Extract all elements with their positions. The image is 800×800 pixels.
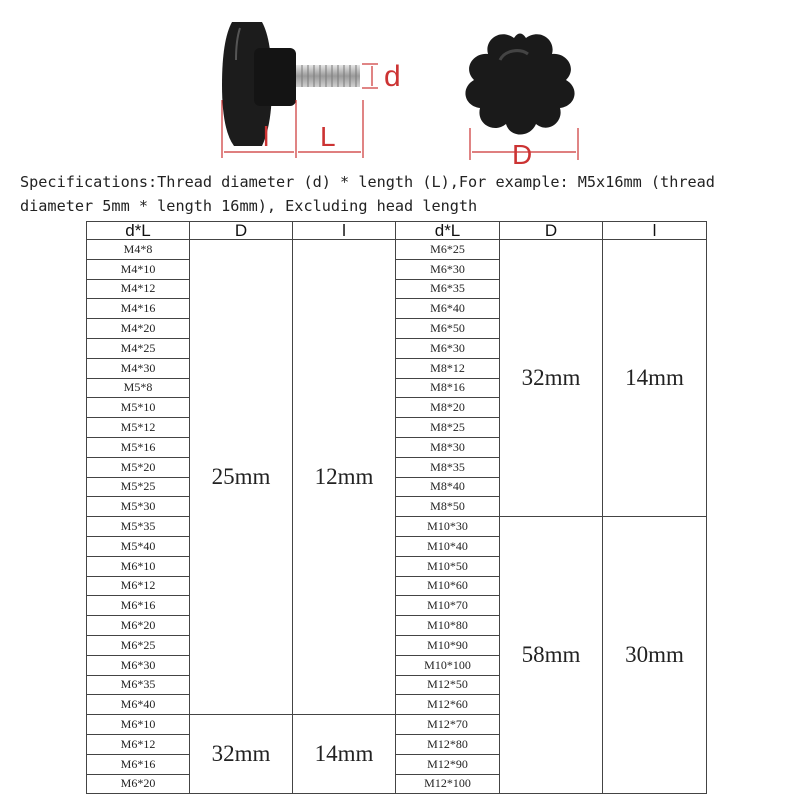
header-l-right: l bbox=[603, 222, 707, 240]
right-size-code: M10*40 bbox=[396, 536, 500, 556]
left-size-code: M6*40 bbox=[87, 695, 190, 715]
label-d: d bbox=[384, 60, 401, 93]
header-l-left: l bbox=[293, 222, 396, 240]
left-size-code: M6*25 bbox=[87, 635, 190, 655]
right-size-code: M10*30 bbox=[396, 517, 500, 537]
right-size-code: M8*50 bbox=[396, 497, 500, 517]
right-size-code: M8*40 bbox=[396, 477, 500, 497]
left-size-code: M4*30 bbox=[87, 358, 190, 378]
header-D-left: D bbox=[190, 222, 293, 240]
right-size-code: M10*100 bbox=[396, 655, 500, 675]
right-size-code: M12*80 bbox=[396, 734, 500, 754]
right-size-code: M8*16 bbox=[396, 378, 500, 398]
left-size-code: M6*20 bbox=[87, 774, 190, 794]
header-D-right: D bbox=[500, 222, 603, 240]
right-size-code: M8*25 bbox=[396, 418, 500, 438]
right-size-code: M6*30 bbox=[396, 259, 500, 279]
right-size-code: M12*60 bbox=[396, 695, 500, 715]
label-L: L bbox=[320, 121, 336, 152]
header-dl-right: d*L bbox=[396, 222, 500, 240]
left-size-code: M6*12 bbox=[87, 734, 190, 754]
left-size-code: M4*8 bbox=[87, 240, 190, 260]
size-table bbox=[86, 221, 707, 794]
right-size-code: M8*30 bbox=[396, 437, 500, 457]
right-size-code: M8*12 bbox=[396, 358, 500, 378]
specification-text: Specifications:Thread diameter (d) * length (L),For example: M5x16mm (thread diameter 5mm * length 16mm), Excluding head length bbox=[20, 173, 715, 215]
left-size-code: M5*35 bbox=[87, 517, 190, 537]
left-size-code: M4*20 bbox=[87, 319, 190, 339]
left-size-code: M5*25 bbox=[87, 477, 190, 497]
right-size-code: M10*90 bbox=[396, 635, 500, 655]
left-size-code: M6*12 bbox=[87, 576, 190, 596]
table-row bbox=[87, 240, 707, 260]
left-knob-diameter: 25mm bbox=[190, 240, 293, 715]
right-knob-diameter: 58mm bbox=[500, 517, 603, 794]
table-body bbox=[87, 240, 707, 794]
right-size-code: M12*100 bbox=[396, 774, 500, 794]
left-knob-diameter: 32mm bbox=[190, 715, 293, 794]
left-size-code: M6*16 bbox=[87, 596, 190, 616]
right-knob-diameter: 32mm bbox=[500, 240, 603, 517]
left-head-length: 12mm bbox=[293, 240, 396, 715]
table-row bbox=[87, 517, 707, 537]
right-size-code: M12*90 bbox=[396, 754, 500, 774]
right-size-code: M6*50 bbox=[396, 319, 500, 339]
right-head-length: 14mm bbox=[603, 240, 707, 517]
left-size-code: M4*16 bbox=[87, 299, 190, 319]
label-D: D bbox=[512, 139, 533, 170]
right-size-code: M12*50 bbox=[396, 675, 500, 695]
left-size-code: M5*20 bbox=[87, 457, 190, 477]
right-size-code: M6*35 bbox=[396, 279, 500, 299]
left-size-code: M5*40 bbox=[87, 536, 190, 556]
header-dl-left: d*L bbox=[87, 222, 190, 240]
left-size-code: M4*10 bbox=[87, 259, 190, 279]
knob-top-view bbox=[465, 34, 574, 135]
left-size-code: M5*10 bbox=[87, 398, 190, 418]
right-size-code: M8*20 bbox=[396, 398, 500, 418]
right-size-code: M8*35 bbox=[396, 457, 500, 477]
right-size-code: M6*25 bbox=[396, 240, 500, 260]
left-size-code: M6*10 bbox=[87, 556, 190, 576]
left-head-length: 14mm bbox=[293, 715, 396, 794]
label-l: l bbox=[263, 121, 270, 152]
left-size-code: M4*12 bbox=[87, 279, 190, 299]
left-size-code: M6*16 bbox=[87, 754, 190, 774]
left-size-code: M5*8 bbox=[87, 378, 190, 398]
left-size-code: M5*16 bbox=[87, 437, 190, 457]
left-size-code: M5*12 bbox=[87, 418, 190, 438]
right-size-code: M10*80 bbox=[396, 616, 500, 636]
table-header-row bbox=[87, 222, 707, 240]
right-size-code: M6*40 bbox=[396, 299, 500, 319]
left-size-code: M6*20 bbox=[87, 616, 190, 636]
left-size-code: M6*10 bbox=[87, 715, 190, 735]
left-size-code: M4*25 bbox=[87, 338, 190, 358]
right-size-code: M12*70 bbox=[396, 715, 500, 735]
knob-diagram bbox=[0, 0, 800, 170]
right-size-code: M10*50 bbox=[396, 556, 500, 576]
left-size-code: M6*35 bbox=[87, 675, 190, 695]
right-size-code: M10*70 bbox=[396, 596, 500, 616]
right-size-code: M6*30 bbox=[396, 338, 500, 358]
knob-side-view bbox=[222, 22, 360, 146]
right-size-code: M10*60 bbox=[396, 576, 500, 596]
right-head-length: 30mm bbox=[603, 517, 707, 794]
left-size-code: M5*30 bbox=[87, 497, 190, 517]
left-size-code: M6*30 bbox=[87, 655, 190, 675]
